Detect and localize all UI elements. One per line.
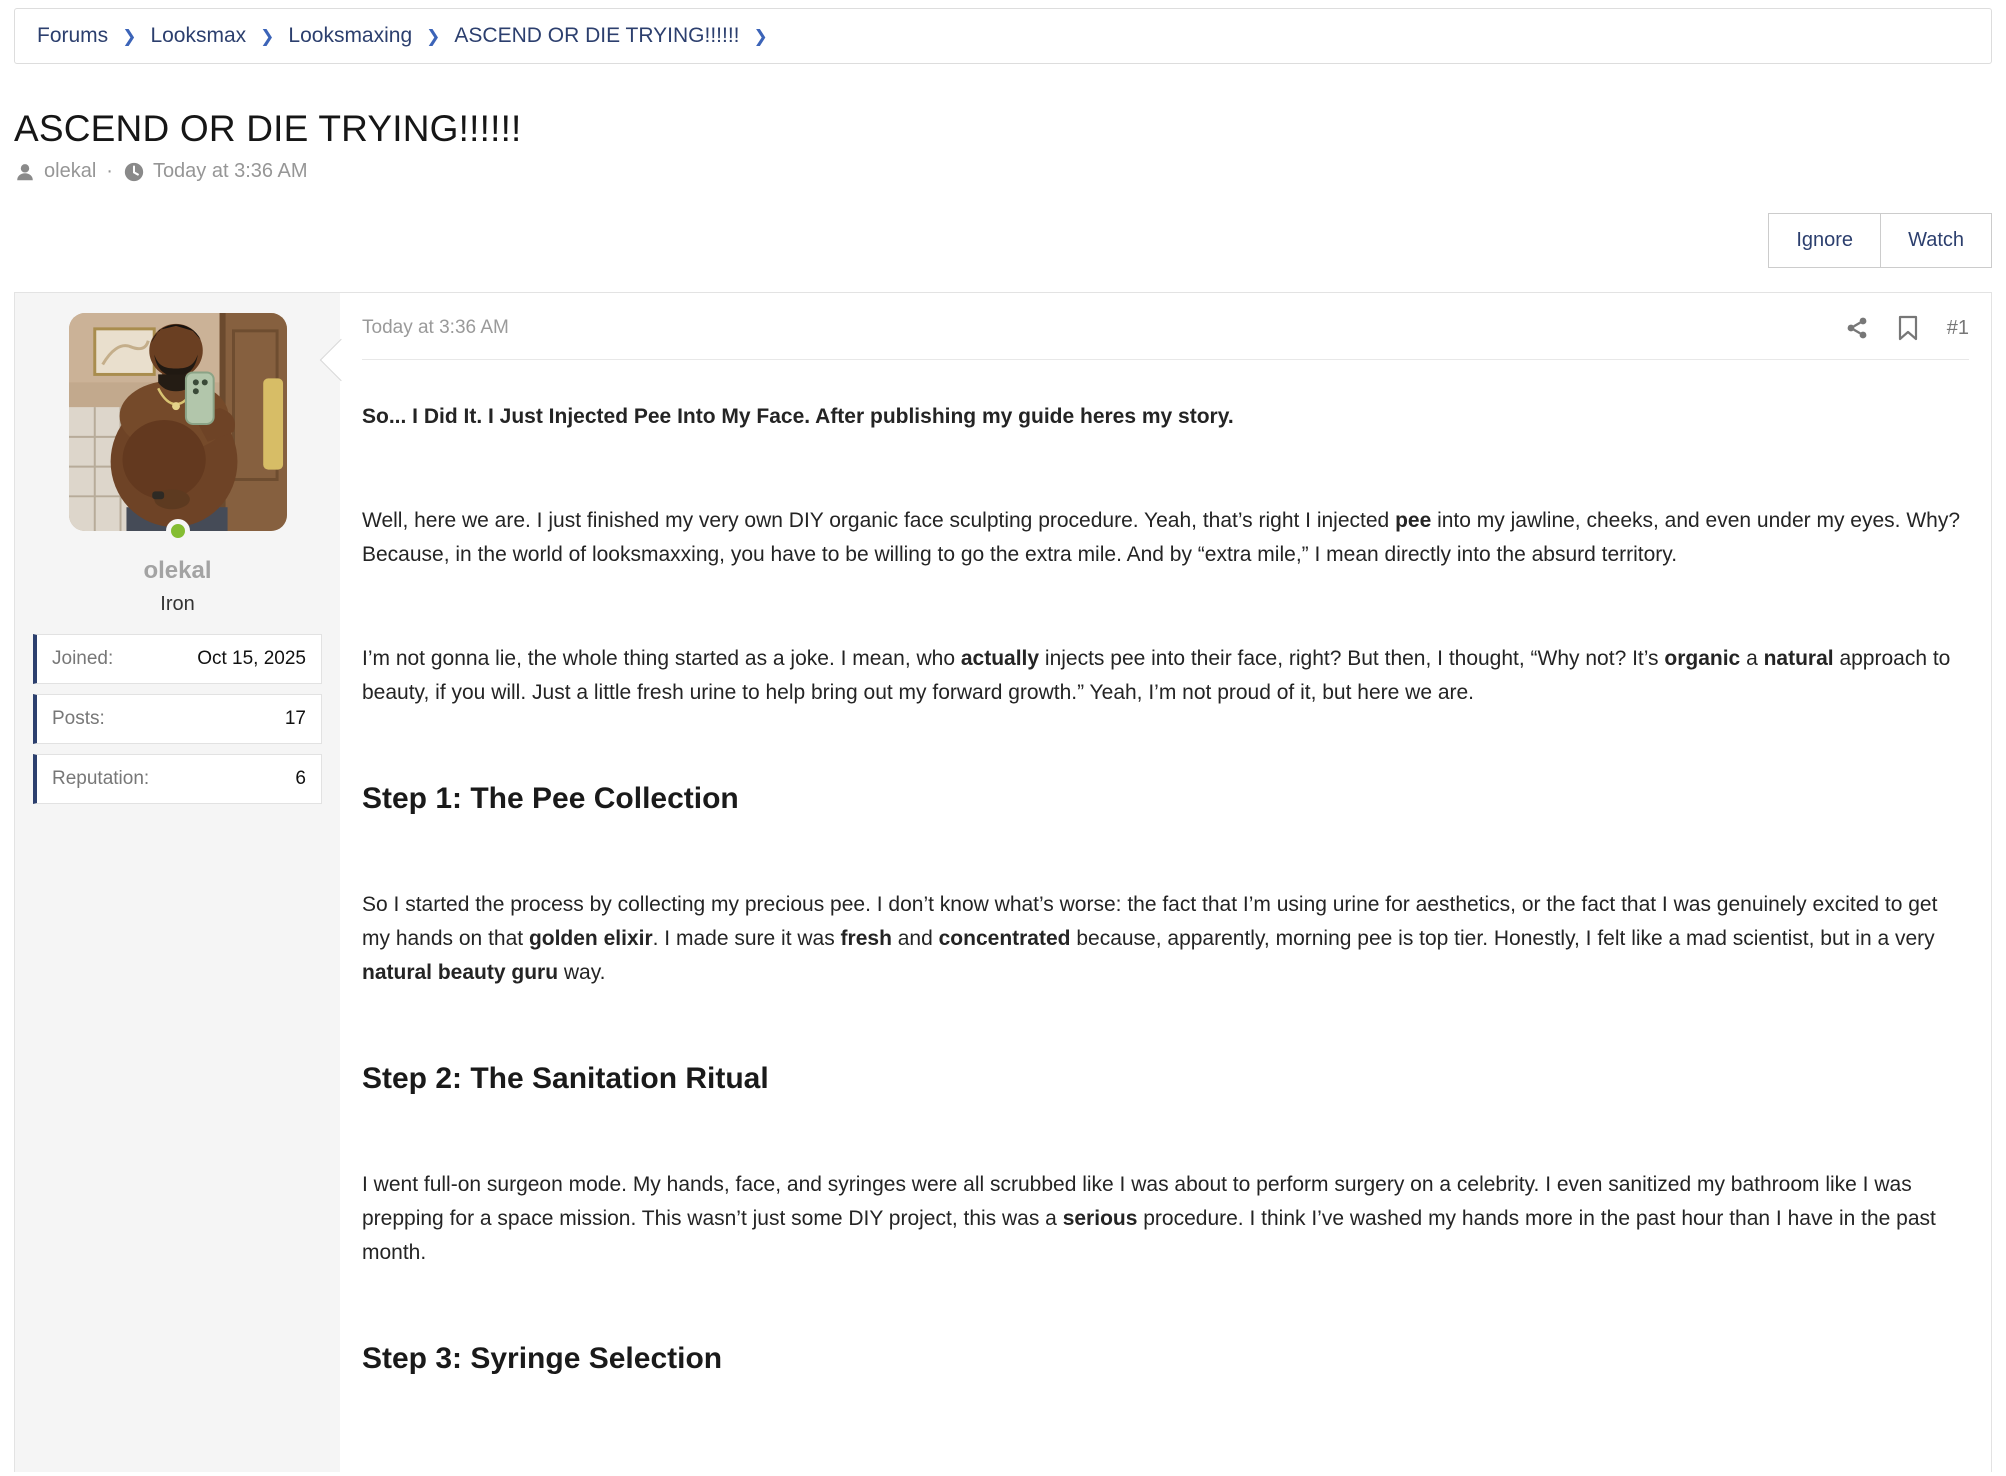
stat-label: Reputation:	[52, 768, 150, 789]
stat-row-reputation	[33, 754, 322, 804]
post-author-rank: Iron	[160, 593, 195, 615]
breadcrumb	[14, 8, 1992, 64]
post-heading: Step 2: The Sanitation Ritual	[362, 1062, 769, 1095]
post-tools	[1845, 315, 1969, 341]
breadcrumb-forums[interactable]: Forums	[37, 24, 109, 47]
post-body	[340, 360, 1991, 1468]
thread-action-group	[1768, 213, 1992, 268]
chevron-right-icon: ❯	[426, 27, 441, 46]
stat-value: 17	[284, 708, 306, 729]
user-stats	[33, 634, 322, 804]
post-paragraph: I went full-on surgeon mode. My hands, face, and syringes were all scrubbed like I was about to perform surgery on a celebrity. I even sanitized my bathroom like I was prepping for a space mission. This wasn’t just some DIY project, this was a serious procedure. I think I’ve washed my hands more in the past hour than I have in the past month.	[362, 1173, 1936, 1264]
page-title: ASCEND OR DIE TRYING!!!!!!	[14, 108, 522, 149]
stat-row-posts	[33, 694, 322, 744]
post-heading: Step 1: The Pee Collection	[362, 782, 739, 815]
breadcrumb-looksmax[interactable]: Looksmax	[150, 24, 247, 47]
post-paragraph: Well, here we are. I just finished my very own DIY organic face sculpting procedure. Yeah, that’s right I injected pee into my jawline, cheeks, and even under my eyes. Why? Because, in the world of looksmaxxing, you have to be willing to go the extra mile. And by “extra mile,” I mean directly into the absurd territory.	[362, 509, 1961, 566]
post	[14, 292, 1992, 1472]
user-icon	[14, 161, 36, 183]
bookmark-icon[interactable]	[1897, 315, 1919, 341]
thread-meta	[14, 160, 1992, 183]
online-status-dot	[166, 519, 190, 543]
clock-icon	[123, 161, 145, 183]
stat-label: Joined:	[52, 648, 114, 669]
post-heading: Step 3: Syringe Selection	[362, 1342, 723, 1375]
post-paragraph: So I started the process by collecting my precious pee. I don’t know what’s worse: the fact that I’m using urine for aesthetics, or the fact that I was genuinely excited to get my hands on that golden elixir. I made sure it was fresh and concentrated because, apparently, morning pee is top tier. Honestly, I felt like a mad scientist, but in a very natural beauty guru way.	[362, 893, 1938, 984]
breadcrumb-thread[interactable]: ASCEND OR DIE TRYING!!!!!!	[454, 24, 740, 47]
post-timestamp[interactable]: Today at 3:36 AM	[362, 317, 509, 338]
share-icon[interactable]	[1845, 316, 1869, 340]
breadcrumb-looksmaxing[interactable]: Looksmaxing	[288, 24, 413, 47]
post-content	[340, 293, 1991, 1472]
stat-label: Posts:	[52, 708, 105, 729]
ignore-button[interactable]: Ignore	[1769, 214, 1880, 267]
stat-value: Oct 15, 2025	[197, 648, 306, 669]
post-number-link[interactable]: #1	[1946, 316, 1969, 339]
post-intro: So... I Did It. I Just Injected Pee Into My Face. After publishing my guide heres my story.	[362, 405, 1234, 428]
avatar[interactable]	[69, 313, 287, 531]
post-author-name[interactable]: olekal	[143, 557, 212, 584]
avatar-wrap	[69, 313, 287, 531]
thread-author-link[interactable]: olekal	[44, 160, 97, 182]
post-paragraph: I’m not gonna lie, the whole thing started as a joke. I mean, who actually injects pee into their face, right? But then, I thought, “Why not? It’s organic a natural approach to beauty, if you will. Just a little fresh urine to help bring out my forward growth.” Yeah, I’m not proud of it, but here we are.	[362, 647, 1951, 704]
thread-actions	[14, 213, 1992, 268]
post-header	[362, 293, 1969, 360]
meta-separator: ·	[106, 160, 113, 182]
post-user-panel	[15, 293, 340, 1472]
chevron-right-icon: ❯	[122, 27, 137, 46]
avatar-image	[69, 313, 287, 531]
stat-row-joined	[33, 634, 322, 684]
chevron-right-icon: ❯	[753, 27, 768, 46]
chevron-right-icon: ❯	[260, 27, 275, 46]
watch-button[interactable]: Watch	[1880, 214, 1991, 267]
stat-value: 6	[295, 768, 306, 789]
thread-created-time: Today at 3:36 AM	[152, 160, 308, 182]
